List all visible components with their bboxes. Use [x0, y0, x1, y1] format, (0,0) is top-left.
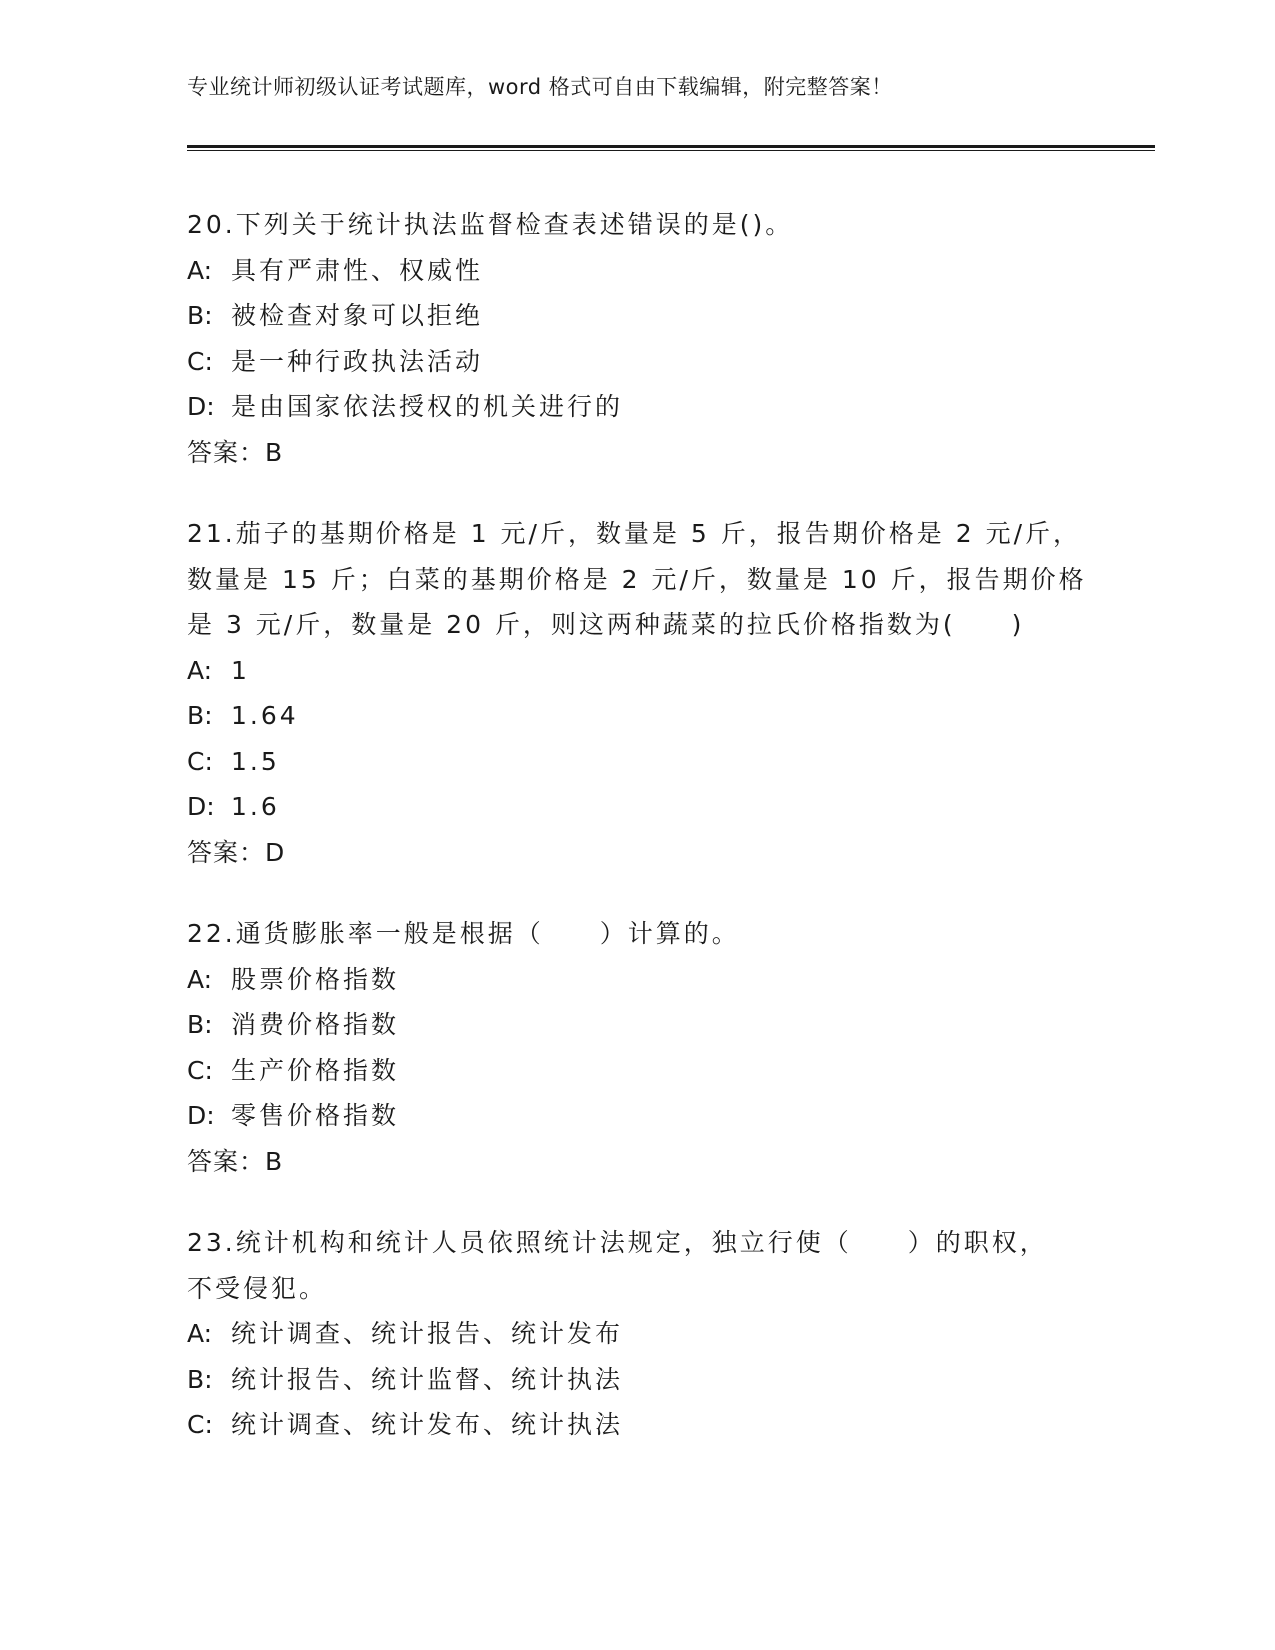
option-text: 统计调查、统计发布、统计执法	[231, 1410, 624, 1439]
option-letter: A:	[187, 255, 213, 285]
stem-line: 是 3 元/斤，数量是 20 斤，则这两种蔬菜的拉氏价格指数为( )	[187, 610, 1025, 639]
stem-line: 21.茄子的基期价格是 1 元/斤，数量是 5 斤，报告期价格是 2 元/斤，	[187, 519, 1082, 548]
option-d	[187, 784, 1087, 830]
option-letter: B:	[187, 301, 213, 330]
option-b	[187, 1002, 1087, 1048]
option-a	[187, 248, 1087, 294]
option-text: 股票价格指数	[231, 964, 400, 994]
stem-line: 22.通货膨胀率一般是根据（ ）计算的。	[187, 919, 740, 948]
option-text: 1	[231, 655, 250, 685]
question-stem	[187, 911, 1087, 957]
option-text: 是由国家依法授权的机关进行的	[231, 392, 624, 421]
option-letter: A:	[187, 1319, 213, 1348]
stem-line: 不受侵犯。	[187, 1273, 328, 1303]
header-rule-thick	[187, 145, 1155, 148]
option-letter: B:	[187, 1364, 213, 1394]
option-c	[187, 1048, 1087, 1094]
option-letter: A:	[187, 655, 213, 685]
option-d	[187, 384, 1087, 430]
question-stem	[187, 511, 1087, 648]
option-b	[187, 693, 1087, 739]
option-c	[187, 739, 1087, 785]
option-text: 统计报告、统计监督、统计执法	[231, 1364, 624, 1394]
stem-line: 20.下列关于统计执法监督检查表述错误的是()。	[187, 210, 794, 239]
option-text: 零售价格指数	[231, 1101, 400, 1130]
option-text: 1.6	[231, 792, 280, 821]
option-c	[187, 1402, 1087, 1448]
answer-line: 答案：B	[187, 1146, 284, 1176]
question-stem	[187, 1220, 1087, 1311]
option-text: 1.5	[231, 746, 280, 776]
option-text: 具有严肃性、权威性	[231, 255, 484, 285]
question-stem	[187, 202, 1087, 248]
page-header: 专业统计师初级认证考试题库，word 格式可自由下载编辑，附完整答案！	[187, 75, 893, 99]
option-letter: C:	[187, 746, 213, 776]
option-text: 是一种行政执法活动	[231, 346, 484, 376]
answer-line: 答案：D	[187, 837, 286, 867]
question-list	[187, 202, 1087, 1484]
option-a	[187, 1311, 1087, 1357]
option-c	[187, 339, 1087, 385]
header-rule-thin	[187, 150, 1155, 151]
option-text: 消费价格指数	[231, 1010, 400, 1039]
option-letter: B:	[187, 1010, 213, 1039]
option-letter: C:	[187, 1410, 213, 1439]
stem-line: 数量是 15 斤；白菜的基期价格是 2 元/斤，数量是 10 斤，报告期价格	[187, 564, 1087, 594]
option-letter: B:	[187, 701, 213, 730]
question-20	[187, 202, 1087, 475]
stem-line: 23.统计机构和统计人员依照统计法规定，独立行使（ ）的职权，	[187, 1228, 1048, 1257]
option-letter: C:	[187, 346, 213, 376]
option-text: 被检查对象可以拒绝	[231, 301, 484, 330]
option-letter: A:	[187, 964, 213, 994]
option-text: 1.64	[231, 701, 299, 730]
option-letter: D:	[187, 392, 215, 421]
option-b	[187, 1357, 1087, 1403]
option-a	[187, 957, 1087, 1003]
option-b	[187, 293, 1087, 339]
option-text: 生产价格指数	[231, 1055, 400, 1085]
question-23	[187, 1220, 1087, 1448]
option-letter: C:	[187, 1055, 213, 1085]
option-letter: D:	[187, 1101, 215, 1130]
answer-line: 答案：B	[187, 437, 284, 467]
option-a	[187, 648, 1087, 694]
option-text: 统计调查、统计报告、统计发布	[231, 1319, 624, 1348]
option-letter: D:	[187, 792, 215, 821]
option-d	[187, 1093, 1087, 1139]
question-22	[187, 911, 1087, 1184]
question-21	[187, 511, 1087, 875]
